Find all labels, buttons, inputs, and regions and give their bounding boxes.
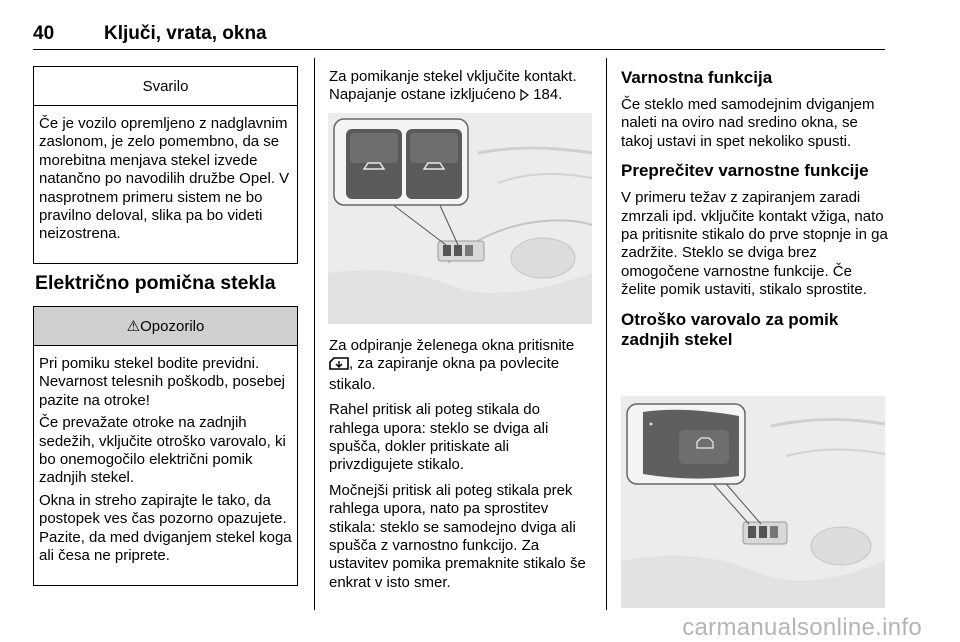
override-text: V primeru težav z zapiranjem zaradi zmrzali ipd. vključite kontakt vžiga, nato pa pritisnite stikalo do prve stopnje in ga zadržite. Steklo se dviga brez omogočene varnostne funkcije. Če želite pomik ustaviti, stikalo sprostite. bbox=[621, 189, 888, 299]
child-lock-figure bbox=[621, 396, 885, 608]
warning-paragraph: Okna in streho zapirajte le tako, da postopek ves čas pozorno opazujete. Pazite, da med dviganjem stekel koga ali česa ne priprete. bbox=[39, 491, 292, 565]
section-heading: Električno pomična stekla bbox=[35, 272, 276, 294]
warning-paragraph: Pri pomiku stekel bodite previdni. Nevarnost telesnih poškodb, posebej pazite na otroke! bbox=[39, 355, 285, 409]
warning-box-text bbox=[34, 346, 297, 573]
page-reference-arrow-icon bbox=[520, 88, 529, 106]
safety-function-heading: Varnostna funkcija bbox=[621, 68, 773, 87]
column-divider-1 bbox=[314, 58, 315, 610]
warning-box-header bbox=[34, 307, 297, 346]
safety-function-text: Če steklo med samodejnim dviganjem naleti na oviro nad sredino okna, se takoj ustavi in spet nekoliko spusti. bbox=[621, 96, 875, 150]
firm-press-paragraph: Močnejši pritisk ali poteg stikala prek rahlega upora, nato pa sprostitev stikala: steklo se samodejno dviga ali spušča z varnostno funkcijo. Za ustavitev pomika premaknite stikalo še enkrat v isto smer. bbox=[329, 481, 586, 591]
page-header bbox=[33, 8, 885, 50]
notice-box-text bbox=[34, 106, 297, 252]
notice-box bbox=[33, 66, 298, 264]
light-press-paragraph: Rahel pritisk ali poteg stikala do rahlega upora: steklo se dviga ali spušča, dokler pritiskate ali privzdigujete stikalo. bbox=[329, 401, 549, 474]
middle-column-text bbox=[329, 337, 593, 599]
page-title: Ključi, vrata, okna bbox=[104, 23, 267, 44]
right-column bbox=[621, 68, 889, 358]
page-reference: 184. bbox=[533, 86, 563, 104]
override-heading: Preprečitev varnostne funkcije bbox=[621, 161, 869, 181]
middle-column-intro bbox=[329, 68, 593, 114]
child-lock-heading: Otroško varovalo za pomik zadnjih stekel bbox=[621, 309, 839, 349]
warning-box-title: Opozorilo bbox=[140, 318, 205, 335]
window-switch-figure bbox=[328, 113, 592, 324]
open-close-paragraph: Za odpiranje želenega okna pritisnite , za zapiranje okna pa povlecite stikalo. bbox=[329, 337, 575, 393]
page-number: 40 bbox=[33, 23, 55, 44]
watermark: carmanualsonline.info bbox=[682, 614, 922, 641]
column-divider-2 bbox=[606, 58, 607, 610]
window-switch-icon bbox=[329, 357, 349, 375]
intro-paragraph: Za pomikanje stekel vključite kontakt. Napajanje ostane izkljućeno 184. bbox=[329, 68, 593, 107]
notice-box-title: Svarilo bbox=[34, 67, 297, 106]
warning-paragraph: Če prevažate otroke na zadnjih sedežih, vključite otroško varovalo, ki bo onemogočilo električni pomik zadnjih stekel. bbox=[39, 414, 286, 487]
warning-box bbox=[33, 306, 298, 586]
notice-paragraph: Če je vozilo opremljeno z nadglavnim zaslonom, je zelo pomembno, da se morebitna menjava stekel izvede natančno po navodilih družbe Opel. V nasprotnem primeru sistem ne bo pravilno deloval, slika pa bo videti neizostrena. bbox=[39, 115, 290, 243]
warning-triangle-icon: ⚠ bbox=[126, 318, 141, 335]
